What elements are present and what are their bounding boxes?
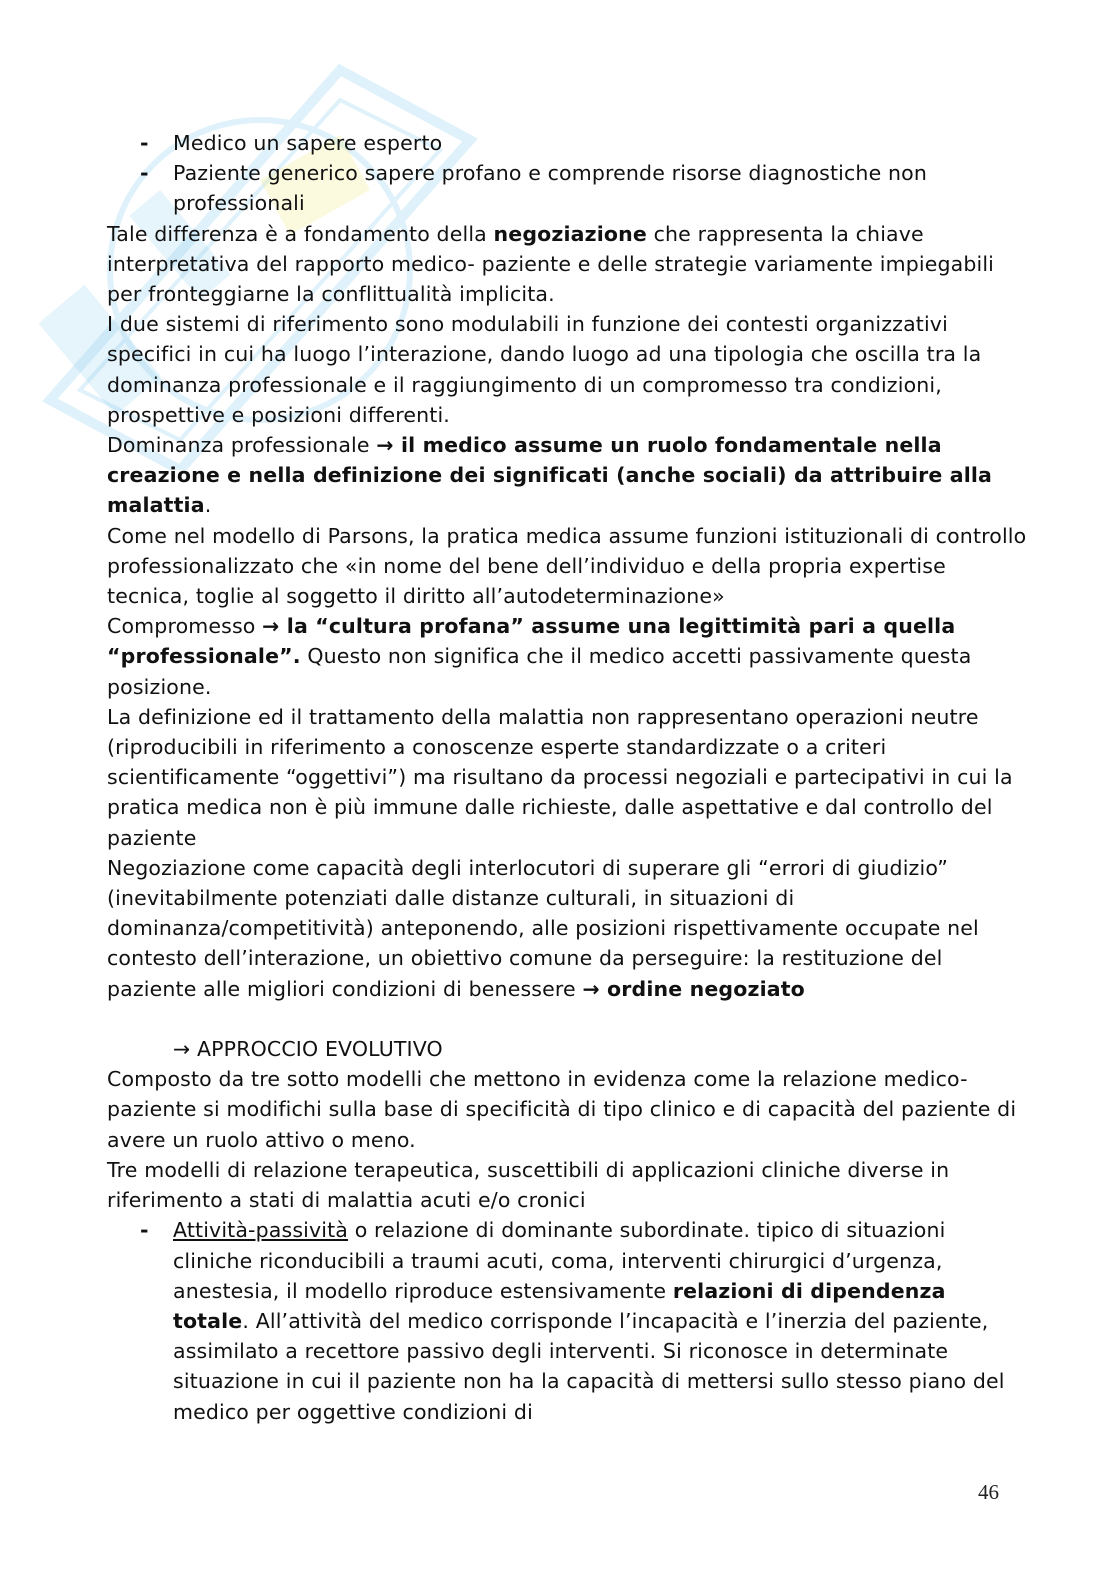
paragraph-negoziazione: Tale differenza è a fondamento della negoziazione che rappresenta la chiave interpretativa del rapporto medico- paziente e delle strategie variamente impiegabili per fronteggiarne la conflittualità implicita. bbox=[107, 221, 995, 307]
list-item: - Paziente generico sapere profano e comprende risorse diagnostiche non professionali bbox=[107, 158, 1027, 218]
arrow-icon: → bbox=[262, 614, 280, 639]
paragraph-sotto-modelli: Composto da tre sotto modelli che mettono in evidenza come la relazione medico- paziente si modifichi sulla base di specificità di tipo clinico e di capacità del paziente di avere un ruolo attivo o meno. bbox=[107, 1067, 1017, 1152]
paragraph-dominanza: Dominanza professionale → il medico assume un ruolo fondamentale nella creazione e nella definizione dei significati (anche sociali) da attribuire alla malattia. bbox=[107, 433, 993, 518]
bullet-marker: - bbox=[140, 131, 149, 155]
paragraph-compromesso: Compromesso → la “cultura profana” assume una legittimità pari a quella “professionale”. Questo non significa che il medico accetti passivamente questa posizione. bbox=[107, 614, 972, 699]
paragraph-negoziazione-capacita: Negoziazione come capacità degli interlocutori di superare gli “errori di giudizio” (inevitabilmente potenziati dalle distanze culturali, in situazioni di dominanza/competitività) anteponendo, alle posizioni rispettivamente occupate nel contesto dell’interazione, un obiettivo comune da perseguire: la restituzione del paziente alle migliori condizioni di benessere → ordine negoziato bbox=[107, 855, 979, 1001]
arrow-icon: → bbox=[376, 433, 394, 458]
blank-line bbox=[107, 1004, 1027, 1034]
arrow-icon: → bbox=[173, 1037, 191, 1062]
paragraph-tre-modelli: Tre modelli di relazione terapeutica, suscettibili di applicazioni cliniche diverse in riferimento a stati di malattia acuti e/o cronici bbox=[107, 1157, 950, 1213]
bullet-marker: - bbox=[140, 161, 149, 186]
paragraph-parsons: Come nel modello di Parsons, la pratica medica assume funzioni istituzionali di controllo professionalizzato che «in nome del bene dell’individuo e della propria expertise tecnica, toglie al soggetto il diritto all’autodeterminazione» bbox=[107, 523, 1027, 609]
list-item: - Attività-passività o relazione di dominante subordinate. tipico di situazioni cliniche riconducibili a traumi acuti, coma, interventi chirurgici d’urgenza, anestesia, il modello riproduce estensivamente relazioni di dipendenza totale. All’attività del medico corrisponde l’incapacità e l’inerzia del paziente, assimilato a recettore passivo degli interventi. Si riconosce in determinate situazione in cui il paziente non ha la capacità di mettersi sullo stesso piano del medico per oggettive condizioni di bbox=[107, 1215, 1027, 1426]
arrow-icon: → bbox=[582, 976, 600, 1001]
section-heading: → APPROCCIO EVOLUTIVO bbox=[173, 1037, 443, 1062]
list-item: - Medico un sapere esperto bbox=[107, 128, 1027, 158]
paragraph-definizione: La definizione ed il trattamento della malattia non rappresentano operazioni neutre (riproducibili in riferimento a conoscenze esperte standardizzate o a criteri scientificamente “oggettivi”) ma risultano da processi negoziali e partecipativi in cui la pratica medica non è più immune dalle richieste, dalle aspettative e dal controllo del paziente bbox=[107, 704, 1013, 850]
page-content bbox=[107, 128, 1027, 1427]
page-number: 46 bbox=[978, 1480, 999, 1504]
paragraph-sistemi: I due sistemi di riferimento sono modulabili in funzione dei contesti organizzativi specifici in cui ha luogo l’interazione, dando luogo ad una tipologia che oscilla tra la dominanza professionale e il raggiungimento di un compromesso tra condizioni, prospettive e posizioni differenti. bbox=[107, 312, 982, 427]
bullet-marker: - bbox=[140, 1218, 149, 1243]
